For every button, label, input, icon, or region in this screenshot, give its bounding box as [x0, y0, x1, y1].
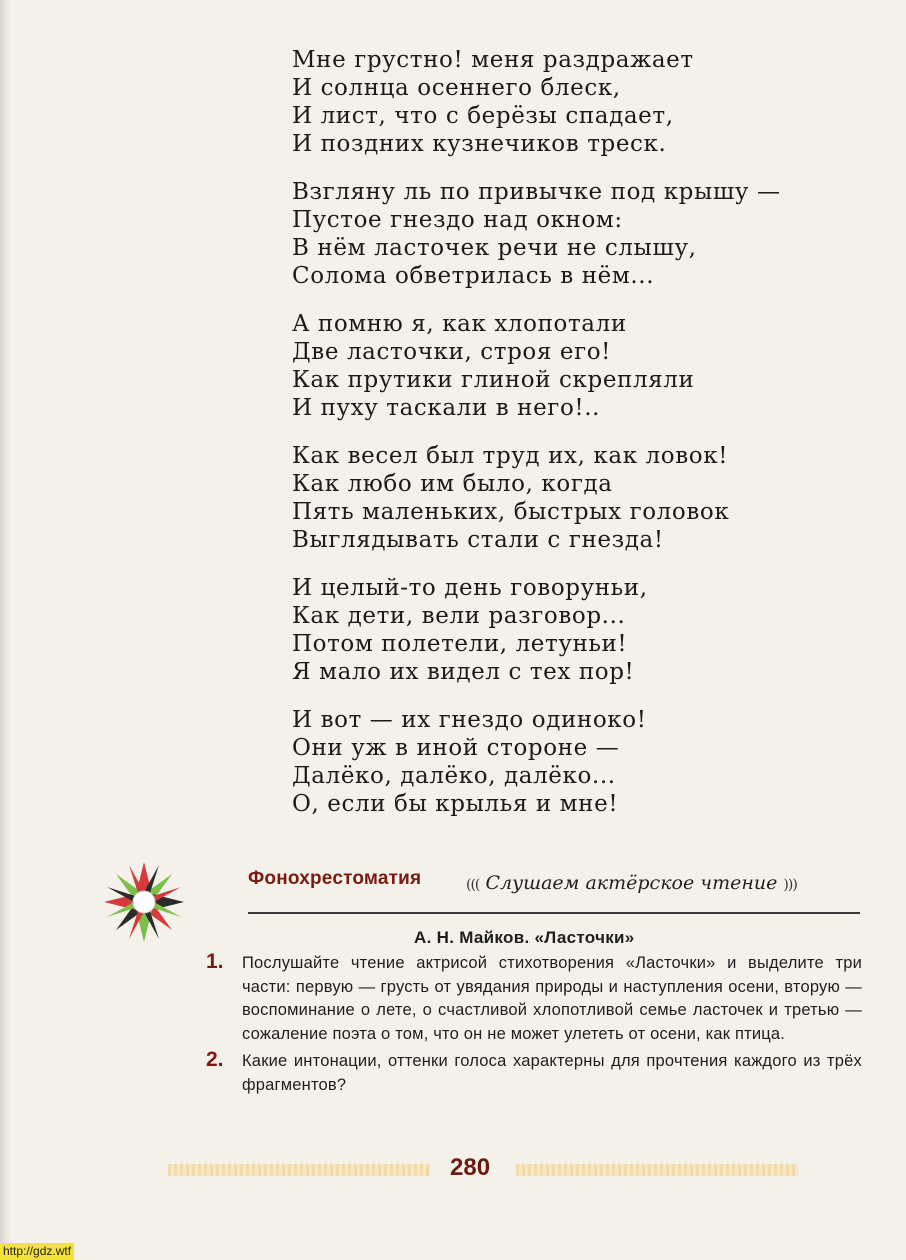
poem-line: И пуху таскали в него!.. [292, 395, 601, 421]
audio-reading-link[interactable] [466, 872, 797, 894]
stanza [292, 310, 852, 422]
poem-line: Они уж в иной стороне — [292, 735, 620, 761]
footer-decoration [516, 1164, 798, 1176]
question-number: 2. [206, 1048, 224, 1071]
poem-line: Как весел был труд их, как ловок! [292, 443, 729, 469]
stanza [292, 178, 852, 290]
poem-line: И лист, что с берёзы спадает, [292, 103, 674, 129]
question-item [200, 952, 862, 1046]
questions-list [200, 952, 862, 1101]
poem-line: Далёко, далёко, далёко... [292, 763, 616, 789]
question-item [200, 1050, 862, 1097]
poem-line: А помню я, как хлопотали [292, 311, 627, 337]
poem-line: И вот — их гнездо одиноко! [292, 707, 647, 733]
page-footer [0, 1150, 906, 1192]
poem-line: И солнца осеннего блеск, [292, 75, 621, 101]
page-edge-shadow [0, 0, 10, 1260]
poem-line: Выглядывать стали с гнезда! [292, 527, 664, 553]
footer-decoration [168, 1164, 430, 1176]
poem-line: Взгляну ль по привычке под крышу — [292, 179, 781, 205]
poem-line: Пять маленьких, быстрых головок [292, 499, 730, 525]
audio-reading-label: Слушаем актёрское чтение [485, 872, 778, 894]
poem-line: Как прутики глиной скрепляли [292, 367, 695, 393]
stanza [292, 574, 852, 686]
poem-line: Потом полетели, летуньи! [292, 631, 628, 657]
poem-line: Пустое гнездо над окном: [292, 207, 623, 233]
poem-line: Мне грустно! меня раздражает [292, 47, 694, 73]
poem-line: Солома обветрилась в нём... [292, 263, 655, 289]
stanza [292, 706, 852, 818]
sound-waves-icon: ((( [466, 877, 480, 893]
section-title: Фонохрестоматия [248, 868, 422, 889]
question-number: 1. [206, 950, 224, 973]
poem-line: Две ласточки, строя его! [292, 339, 612, 365]
stanza [292, 442, 852, 554]
question-text: Послушайте чтение актрисой стихотворения «Ласточки» и выделите три части: первую — грусть от увядания природы и наступления осени, вторую — воспоминание о лете, о счастливой хлопотливой семье ласточек и третью — сожаление поэта о том, что он не может улететь от осени, как птица. [242, 954, 862, 1043]
poem-line: В нём ласточек речи не слышу, [292, 235, 697, 261]
work-title: А. Н. Майков. «Ласточки» [414, 928, 635, 947]
poem-line: Я мало их видел с тех пор! [292, 659, 635, 685]
audio-disc-icon [102, 860, 186, 944]
stanza [292, 46, 852, 158]
poem-line: Как любо им было, когда [292, 471, 613, 497]
question-text: Какие интонации, оттенки голоса характерны для прочтения каждого из трёх фрагментов? [242, 1052, 862, 1094]
poem-line: И целый-то день говоруньи, [292, 575, 648, 601]
watermark-link[interactable]: http://gdz.wtf [0, 1243, 74, 1260]
poem-line: И поздних кузнечиков треск. [292, 131, 667, 157]
section-header [248, 866, 860, 914]
poem [292, 46, 852, 838]
sound-waves-icon: ))) [783, 877, 797, 893]
page-number: 280 [450, 1154, 491, 1181]
poem-line: О, если бы крылья и мне! [292, 791, 619, 817]
poem-line: Как дети, вели разговор... [292, 603, 626, 629]
